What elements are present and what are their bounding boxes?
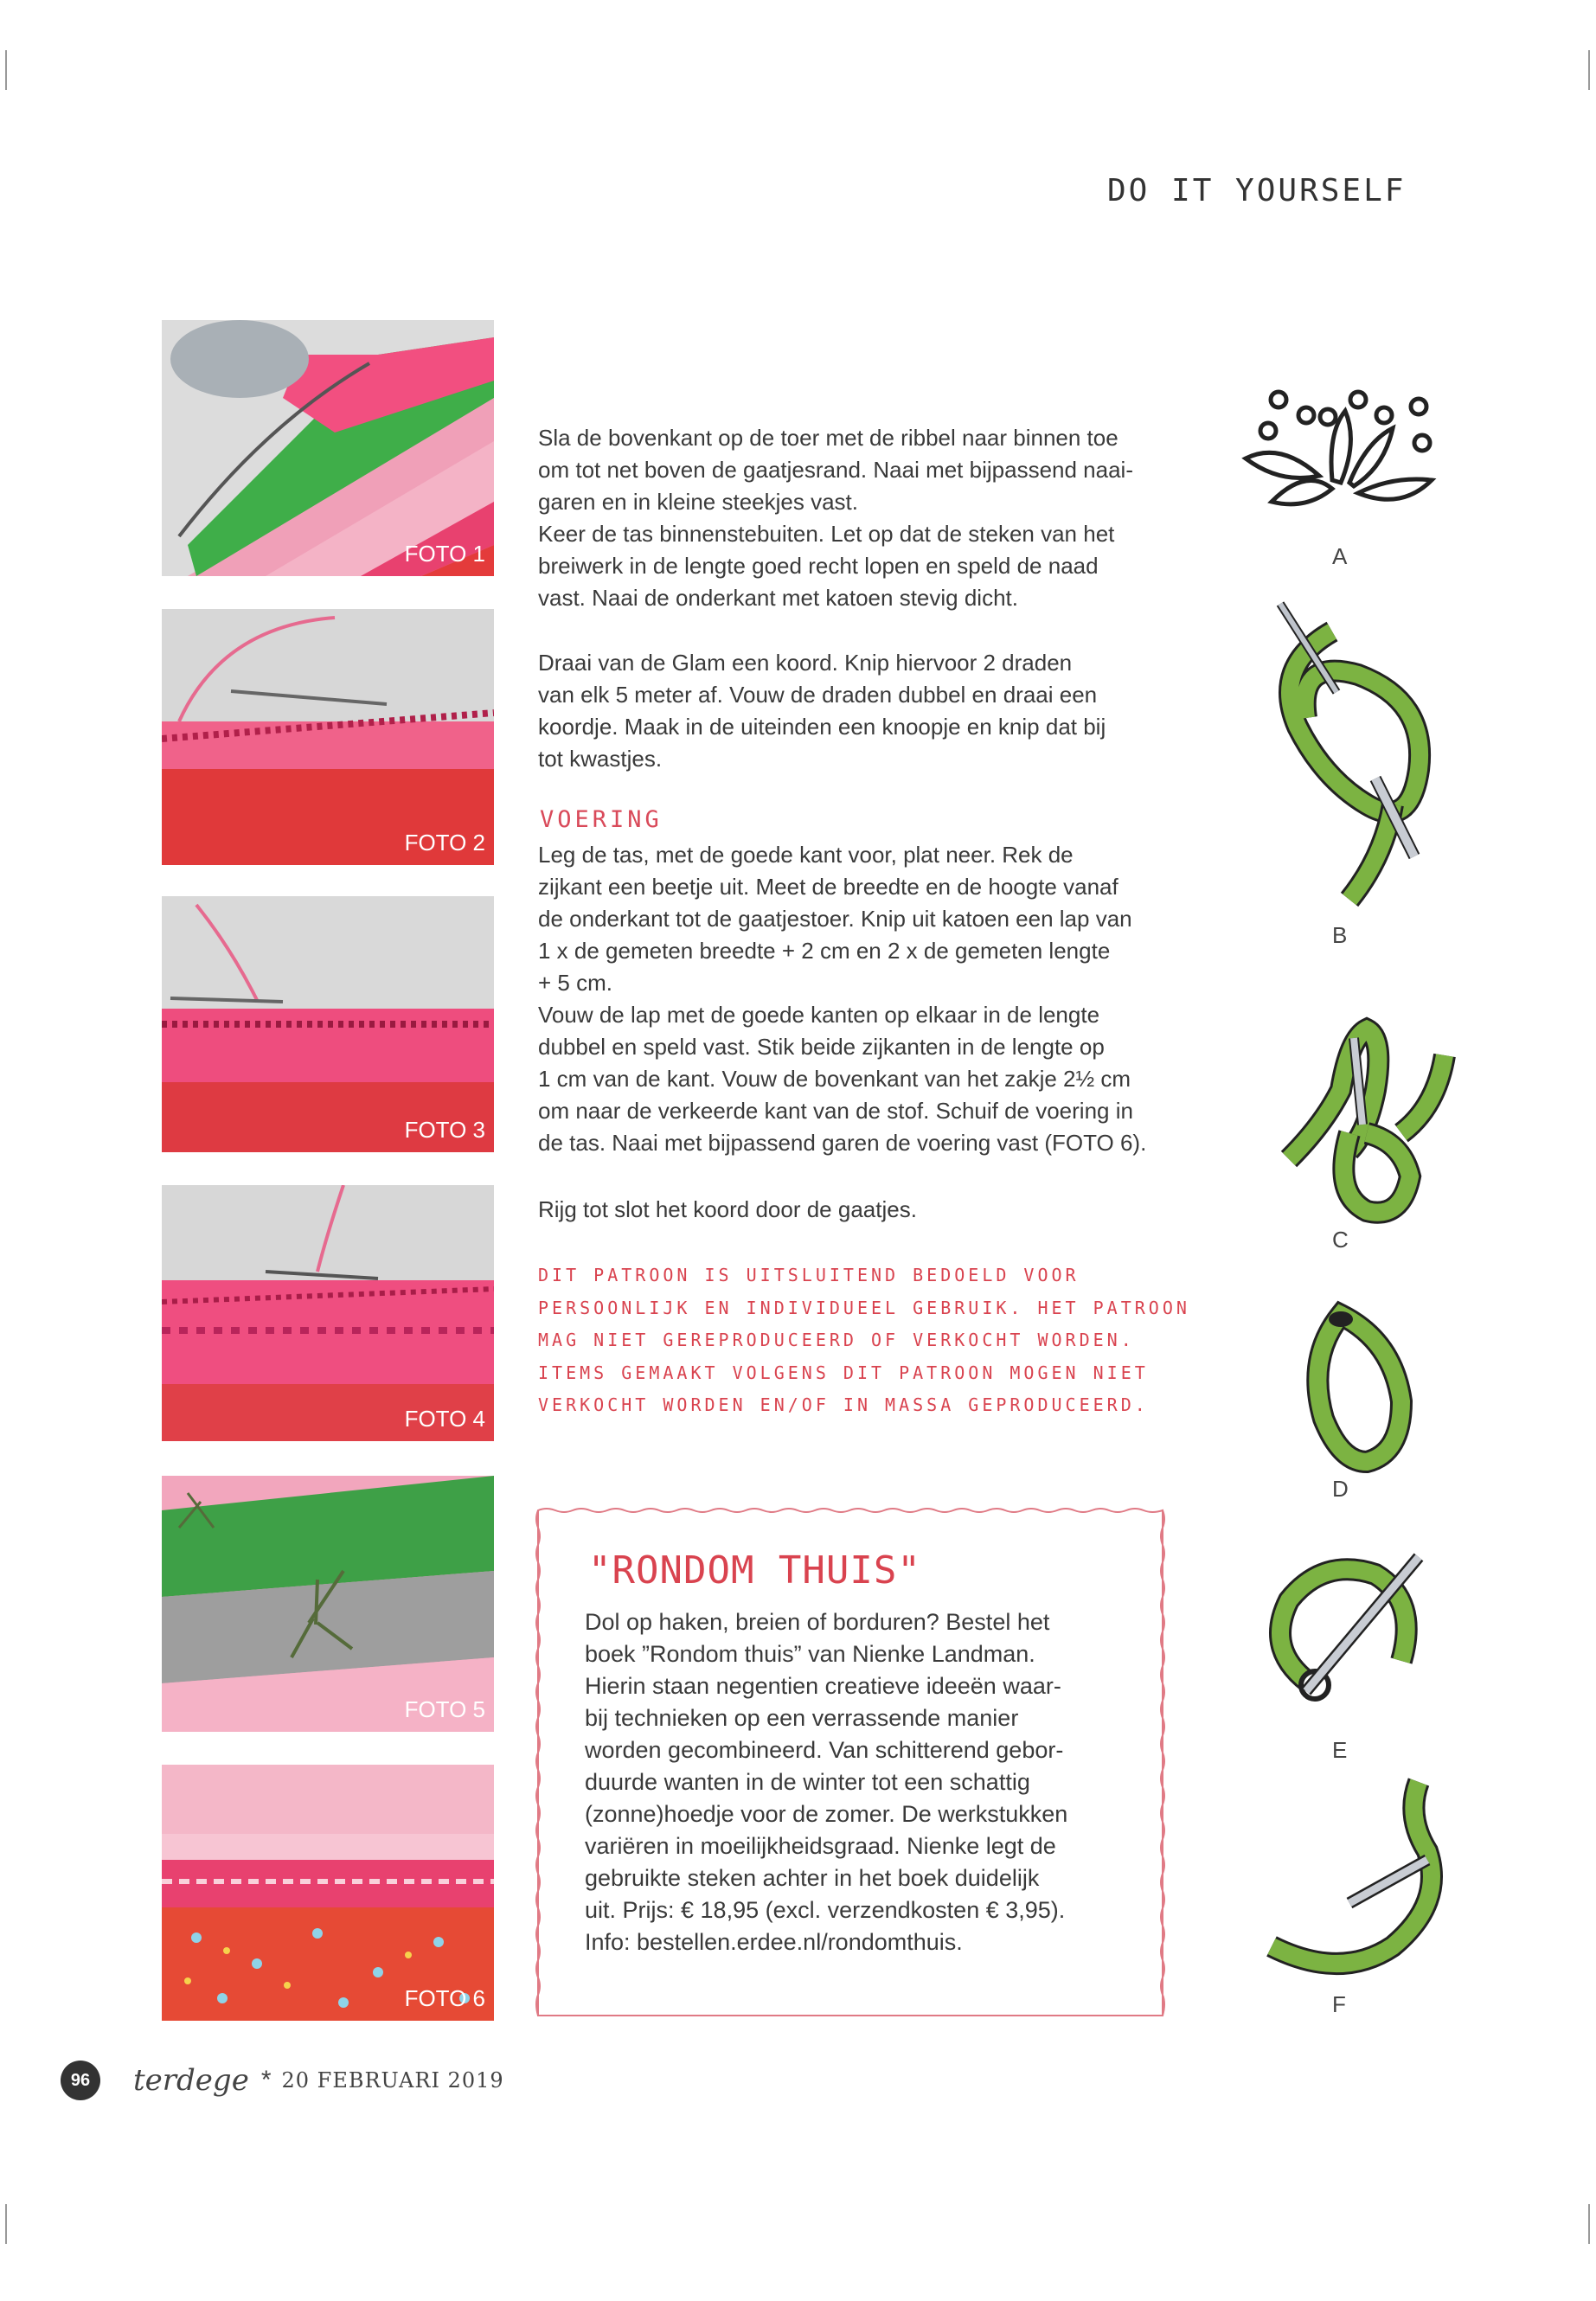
photo-4 xyxy=(162,1185,494,1441)
stitch-diagram-f xyxy=(1254,1773,1462,1990)
instructions-para-1 xyxy=(538,422,1170,614)
stitch-diagram-a xyxy=(1237,381,1453,536)
text-line: garen en in kleine steekjes vast. xyxy=(538,489,858,515)
promo-line: Dol op haken, breien of borduren? Bestel het xyxy=(585,1609,1050,1635)
promo-line: boek ”Rondom thuis” van Nienke Landman. xyxy=(585,1641,1035,1667)
photo-1 xyxy=(162,320,494,576)
crop-mark xyxy=(5,50,7,90)
instructions-para-4 xyxy=(538,1194,1170,1226)
text-line: Keer de tas binnenstebuiten. Let op dat de steken van het xyxy=(538,521,1115,547)
section-title: DO IT YOURSELF xyxy=(1107,173,1407,208)
text-line: Draai van de Glam een koord. Knip hiervoor 2 draden xyxy=(538,650,1073,676)
stitch-diagram-c xyxy=(1272,1003,1462,1228)
crop-mark xyxy=(1588,50,1590,90)
notice-line: DIT PATROON IS UITSLUITEND BEDOELD VOOR xyxy=(538,1265,1080,1285)
stitch-label-f: F xyxy=(1332,1991,1346,2017)
footer-separator: * xyxy=(260,2066,272,2094)
copyright-notice xyxy=(538,1259,1195,1422)
photo-label: FOTO 3 xyxy=(404,1117,485,1143)
text-line: vast. Naai de onderkant met katoen stevig dicht. xyxy=(538,585,1018,611)
promo-title: "RONDOM THUIS" xyxy=(588,1548,921,1593)
text-line: 1 x de gemeten breedte + 2 cm en 2 x de gemeten lengte xyxy=(538,938,1111,964)
photo-5 xyxy=(162,1476,494,1732)
text-line: Leg de tas, met de goede kant voor, plat neer. Rek de xyxy=(538,842,1074,868)
text-line: Vouw de lap met de goede kanten op elkaar in de lengte xyxy=(538,1002,1100,1028)
magazine-name: terdege xyxy=(133,2063,249,2098)
text-line: de onderkant tot de gaatjestoer. Knip uit katoen een lap van xyxy=(538,906,1132,932)
text-line: Sla de bovenkant op de toer met de ribbel naar binnen toe xyxy=(538,425,1118,451)
notice-line: MAG NIET GEREPRODUCEERD OF VERKOCHT WORDEN. xyxy=(538,1330,1135,1350)
stitch-diagram-b xyxy=(1263,597,1453,908)
text-line: koordje. Maak in de uiteinden een knoopje en knip dat bij xyxy=(538,714,1106,740)
promo-line: duurde wanten in de winter tot een schattig xyxy=(585,1769,1030,1795)
page-footer xyxy=(61,2059,504,2102)
text-line: om naar de verkeerde kant van de stof. Schuif de voering in xyxy=(538,1098,1133,1124)
promo-line: worden gecombineerd. Van schitterend gebor- xyxy=(585,1737,1064,1763)
text-line: van elk 5 meter af. Vouw de draden dubbel en draai een xyxy=(538,682,1098,708)
promo-line: uit. Prijs: € 18,95 (excl. verzendkosten € 3,95). xyxy=(585,1897,1066,1923)
photo-label: FOTO 5 xyxy=(404,1696,485,1722)
stitch-label-e: E xyxy=(1332,1737,1348,1763)
photo-label: FOTO 4 xyxy=(404,1406,485,1432)
promo-text xyxy=(585,1606,1138,1958)
promo-line: Hierin staan negentien creatieve ideeën waar- xyxy=(585,1673,1061,1699)
photo-label: FOTO 6 xyxy=(404,1985,485,2011)
promo-line: Info: bestellen.erdee.nl/rondomthuis. xyxy=(585,1929,963,1955)
text-line: de tas. Naai met bijpassend garen de voering vast (FOTO 6). xyxy=(538,1130,1147,1156)
promo-line: (zonne)hoedje voor de zomer. De werkstukken xyxy=(585,1801,1068,1827)
text-line: zijkant een beetje uit. Meet de breedte en de hoogte vanaf xyxy=(538,874,1118,900)
promo-line: variëren in moeilijkheidsgraad. Nienke legt de xyxy=(585,1833,1056,1859)
stitch-diagram-d xyxy=(1289,1289,1445,1479)
instructions-para-2 xyxy=(538,647,1170,775)
promo-line: bij technieken op een verrassende manier xyxy=(585,1705,1019,1731)
text-line: Rijg tot slot het koord door de gaatjes. xyxy=(538,1196,917,1222)
issue-date: 20 FEBRUARI 2019 xyxy=(281,2068,504,2093)
voering-heading: VOERING xyxy=(540,806,663,833)
instructions-para-3 xyxy=(538,839,1170,1159)
stitch-label-a: A xyxy=(1332,543,1348,569)
crop-mark xyxy=(5,2204,7,2244)
text-line: om tot net boven de gaatjesrand. Naai met bijpassend naai- xyxy=(538,457,1133,483)
stitch-label-c: C xyxy=(1332,1227,1349,1253)
photo-2 xyxy=(162,609,494,865)
stitch-diagram-e xyxy=(1254,1548,1462,1721)
stitch-label-b: B xyxy=(1332,922,1348,948)
text-line: tot kwastjes. xyxy=(538,746,663,772)
page-number: 96 xyxy=(61,2061,100,2100)
photo-label: FOTO 1 xyxy=(404,541,485,567)
text-line: 1 cm van de kant. Vouw de bovenkant van het zakje 2½ cm xyxy=(538,1066,1131,1092)
notice-line: ITEMS GEMAAKT VOLGENS DIT PATROON MOGEN NIET xyxy=(538,1362,1149,1383)
notice-line: PERSOONLIJK EN INDIVIDUEEL GEBRUIK. HET PATROON xyxy=(538,1297,1190,1318)
text-line: + 5 cm. xyxy=(538,970,612,996)
photo-3 xyxy=(162,896,494,1152)
photo-6 xyxy=(162,1765,494,2021)
text-line: dubbel en speld vast. Stik beide zijkanten in de lengte op xyxy=(538,1034,1105,1060)
promo-line: gebruikte steken achter in het boek duidelijk xyxy=(585,1865,1040,1891)
stitch-label-d: D xyxy=(1332,1476,1349,1502)
text-line: breiwerk in de lengte goed recht lopen en speld de naad xyxy=(538,553,1099,579)
notice-line: VERKOCHT WORDEN EN/OF IN MASSA GEPRODUCEERD. xyxy=(538,1394,1149,1415)
photo-label: FOTO 2 xyxy=(404,830,485,856)
crop-mark xyxy=(1588,2204,1590,2244)
